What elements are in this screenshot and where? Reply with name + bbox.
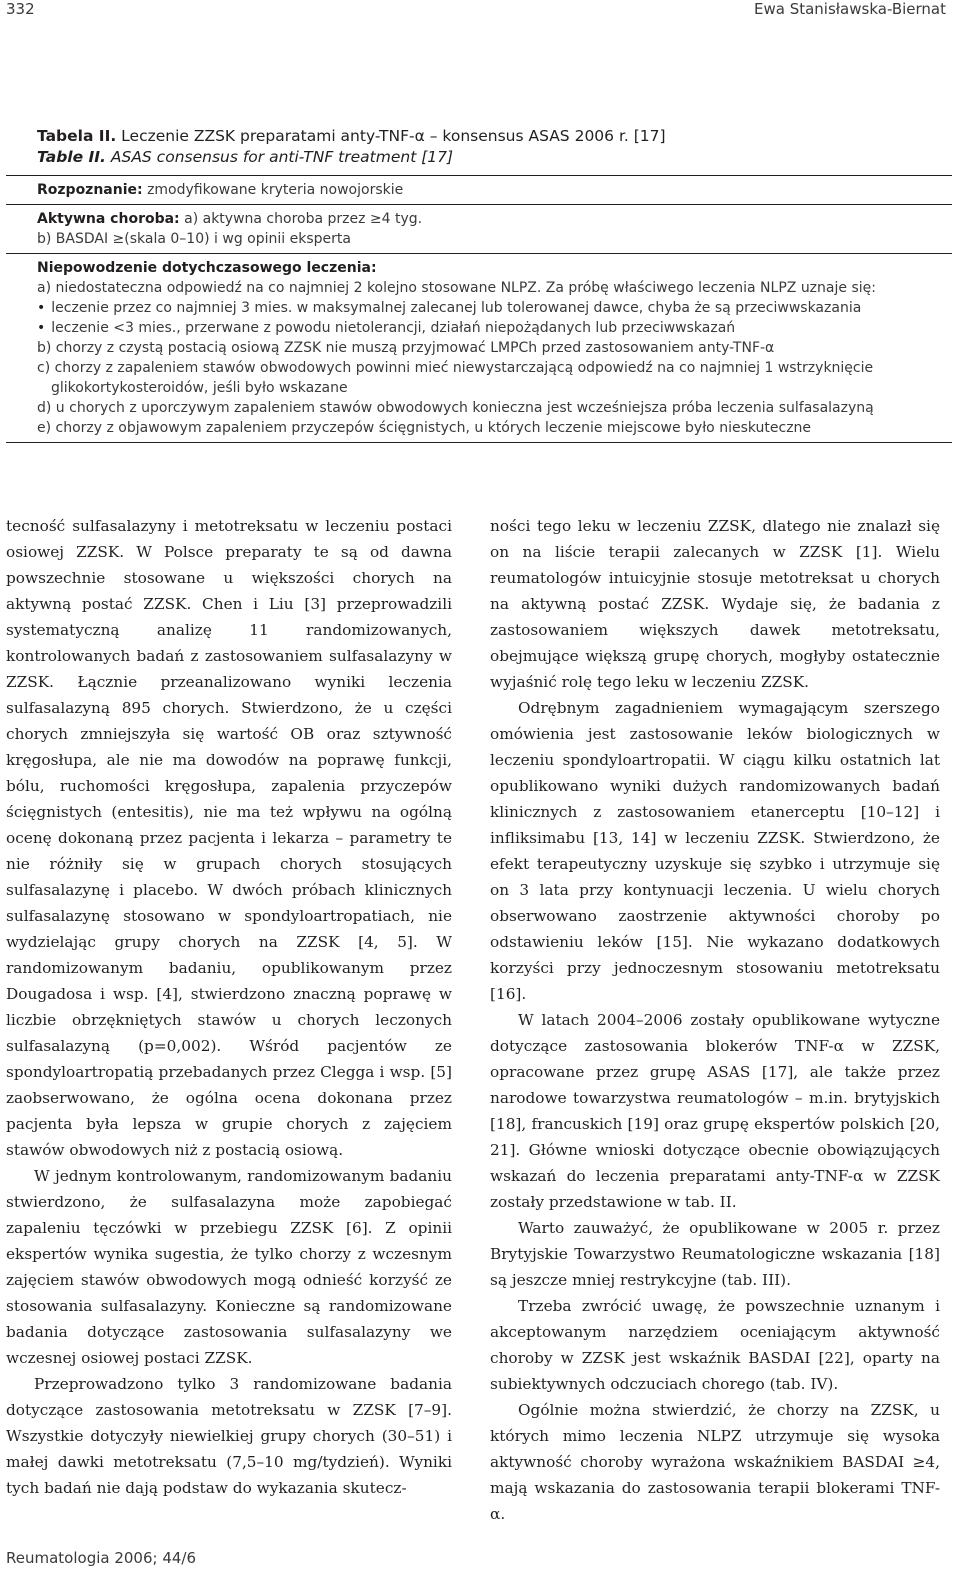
- caption-en-label: Table II.: [37, 148, 106, 166]
- row-label: Aktywna choroba:: [37, 211, 180, 227]
- row-line: b) chorzy z czystą postacią osiową ZZSK nie muszą przyjmować LMPCh przed zastosowaniem anty-TNF-α: [37, 340, 775, 356]
- row-text: b) BASDAI ≥(skala 0–10) i wg opinii eksperta: [37, 231, 351, 247]
- table-ii: [6, 126, 952, 443]
- paragraph: W latach 2004–2006 zostały opublikowane wytyczne dotyczące zastosowania blokerów TNF-α w ZZSK, opracowane przez grupę ASAS [17], ale także przez narodowe towarzystwa reumatologów – m.in. brytyjskich [18], francuskich [19] oraz grupę ekspertów polskich [20, 21]. Główne wnioski dotyczące obecnie obowiązujących wskazań do leczenia preparatami anty-TNF-α w ZZSK zostały przedstawione w tab. II.: [490, 1011, 940, 1211]
- journal-footer: Reumatologia 2006; 44/6: [6, 1549, 197, 1567]
- row-line: c) chorzy z zapaleniem stawów obwodowych powinni mieć niewystarczającą odpowiedź na co najmniej 1 wstrzyknięcie: [37, 360, 874, 376]
- paragraph: Warto zauważyć, że opublikowane w 2005 r. przez Brytyjskie Towarzystwo Reumatologiczne wskazania [18] są jeszcze mniej restrykcyjne (tab. III).: [490, 1219, 940, 1289]
- table-caption-pl: [37, 126, 952, 147]
- body-column-left: [6, 513, 452, 1501]
- row-line: glikokortykosteroidów, jeśli było wskazane: [51, 380, 348, 396]
- row-line: d) u chorych z uporczywym zapaleniem stawów obwodowych konieczna jest wcześniejsza próba leczenia sulfasalazyną: [37, 400, 874, 416]
- row-line: a) niedostateczna odpowiedź na co najmniej 2 kolejno stosowane NLPZ. Za próbę właściwego leczenia NLPZ uznaje się:: [37, 280, 876, 296]
- row-line: e) chorzy z objawowym zapaleniem przyczepów ścięgnistych, u których leczenie miejscowe było nieskuteczne: [37, 420, 812, 436]
- running-author: Ewa Stanisławska-Biernat: [754, 0, 946, 18]
- row-bullet: • leczenie <3 mies., przerwane z powodu nietolerancji, działań niepożądanych lub przeciwwskazań: [37, 318, 952, 338]
- row-text: zmodyfikowane kryteria nowojorskie: [147, 182, 404, 198]
- table-row-active-disease: [6, 205, 952, 254]
- table-row-treatment-failure: [6, 254, 952, 442]
- table-caption-en: [37, 147, 952, 168]
- page-number: 332: [6, 0, 35, 18]
- caption-pl-label: Tabela II.: [37, 127, 117, 145]
- table-row-diagnosis: [6, 176, 952, 205]
- row-label: Rozpoznanie:: [37, 182, 143, 198]
- paragraph: Ogólnie można stwierdzić, że chorzy na ZZSK, u których mimo leczenia NLPZ utrzymuje się wysoka aktywność choroby wyrażona wskaźnikiem BASDAI ≥4, mają wskazania do zastosowania terapii blokerami TNF-α.: [490, 1401, 940, 1523]
- caption-en-text: ASAS consensus for anti-TNF treatment [17]: [110, 148, 454, 166]
- paragraph: ności tego leku w leczeniu ZZSK, dlatego nie znalazł się on na liście terapii zalecanych w ZZSK [1]. Wielu reumatologów intuicyjnie stosuje metotreksat u chorych na aktywną postać ZZSK. Wydaje się, że badania z zastosowaniem większych dawek metotreksatu, obejmujące większą grupę chorych, mogłyby ostatecznie wyjaśnić rolę tego leku w leczeniu ZZSK.: [490, 517, 940, 691]
- row-text: a) aktywna choroba przez ≥4 tyg.: [184, 211, 423, 227]
- body-column-right: [490, 513, 940, 1527]
- row-bullet: • leczenie przez co najmniej 3 mies. w maksymalnej zalecanej lub tolerowanej dawce, chyba że są przeciwwskazania: [37, 298, 952, 318]
- paragraph: tecność sulfasalazyny i metotreksatu w leczeniu postaci osiowej ZZSK. W Polsce preparaty te są od dawna powszechnie stosowane u większości chorych na aktywną postać ZZSK. Chen i Liu [3] przeprowadzili systematyczną analizę 11 randomizowanych, kontrolowanych badań z zastosowaniem sulfasalazyny w ZZSK. Łącznie przeanalizowano wyniki leczenia sulfasalazyną 895 chorych. Stwierdzono, że u części chorych zmniejszyła się wartość OB oraz sztywność kręgosłupa, ale nie ma dowodów na poprawę funkcji, bólu, ruchomości kręgosłupa, zapalenia przyczepów ścięgnistych (entesitis), nie ma też wpływu na ogólną ocenę dokonaną przez pacjenta i lekarza – parametry te nie różniły się w grupach chorych stosujących sulfasalazynę i placebo. W dwóch próbach klinicznych sulfasalazynę stosowano w spondyloartropatiach, nie wydzielając grupy chorych na ZZSK [4, 5]. W randomizowanym badaniu, opublikowanym przez Dougadosa i wsp. [4], stwierdzono znaczną poprawę w liczbie obrzękniętych stawów u chorych leczonych sulfasalazyną (p=0,002). Wśród pacjentów ze spondyloartropatią przebadanych przez Clegga i wsp. [5] zaobserwowano, że ogólna ocena dokonana przez pacjenta była lepsza w grupie chorych z zajęciem stawów obwodowych niż z postacią osiową.: [6, 517, 452, 1159]
- paragraph: Odrębnym zagadnieniem wymagającym szerszego omówienia jest zastosowanie leków biologicznych w leczeniu spondyloartropatii. W ciągu kilku ostatnich lat opublikowano wyniki dużych randomizowanych badań klinicznych z zastosowaniem etanerceptu [10–12] i infliksimabu [13, 14] w leczeniu ZZSK. Stwierdzono, że efekt terapeutyczny uzyskuje się szybko i utrzymuje się on 3 lata przy kontynuacji leczenia. U wielu chorych obserwowano zaostrzenie aktywności choroby po odstawieniu leków [15]. Nie wykazano dodatkowych korzyści przy jednoczesnym stosowaniu metotreksatu [16].: [490, 699, 940, 1003]
- paragraph: Trzeba zwrócić uwagę, że powszechnie uznanym i akceptowanym narzędziem oceniającym aktywność choroby w ZZSK jest wskaźnik BASDAI [22], oparty na subiektywnych odczuciach chorego (tab. IV).: [490, 1297, 940, 1393]
- caption-pl-text: Leczenie ZZSK preparatami anty-TNF-α – konsensus ASAS 2006 r. [17]: [121, 127, 666, 145]
- paragraph: W jednym kontrolowanym, randomizowanym badaniu stwierdzono, że sulfasalazyna może zapobiegać zapaleniu tęczówki w przebiegu ZZSK [6]. Z opinii ekspertów wynika sugestia, że tylko chorzy z wczesnym zajęciem stawów obwodowych mogą odnieść korzyść ze stosowania sulfasalazyny. Konieczne są randomizowane badania dotyczące zastosowania sulfasalazyny we wczesnej osiowej postaci ZZSK.: [6, 1167, 452, 1367]
- row-label: Niepowodzenie dotychczasowego leczenia:: [37, 260, 377, 276]
- paragraph: Przeprowadzono tylko 3 randomizowane badania dotyczące zastosowania metotreksatu w ZZSK [7–9]. Wszystkie dotyczyły niewielkiej grupy chorych (30–51) i małej dawki metotreksatu (7,5–10 mg/tydzień). Wyniki tych badań nie dają podstaw do wykazania skutecz-: [6, 1375, 452, 1497]
- table-body: [6, 175, 952, 443]
